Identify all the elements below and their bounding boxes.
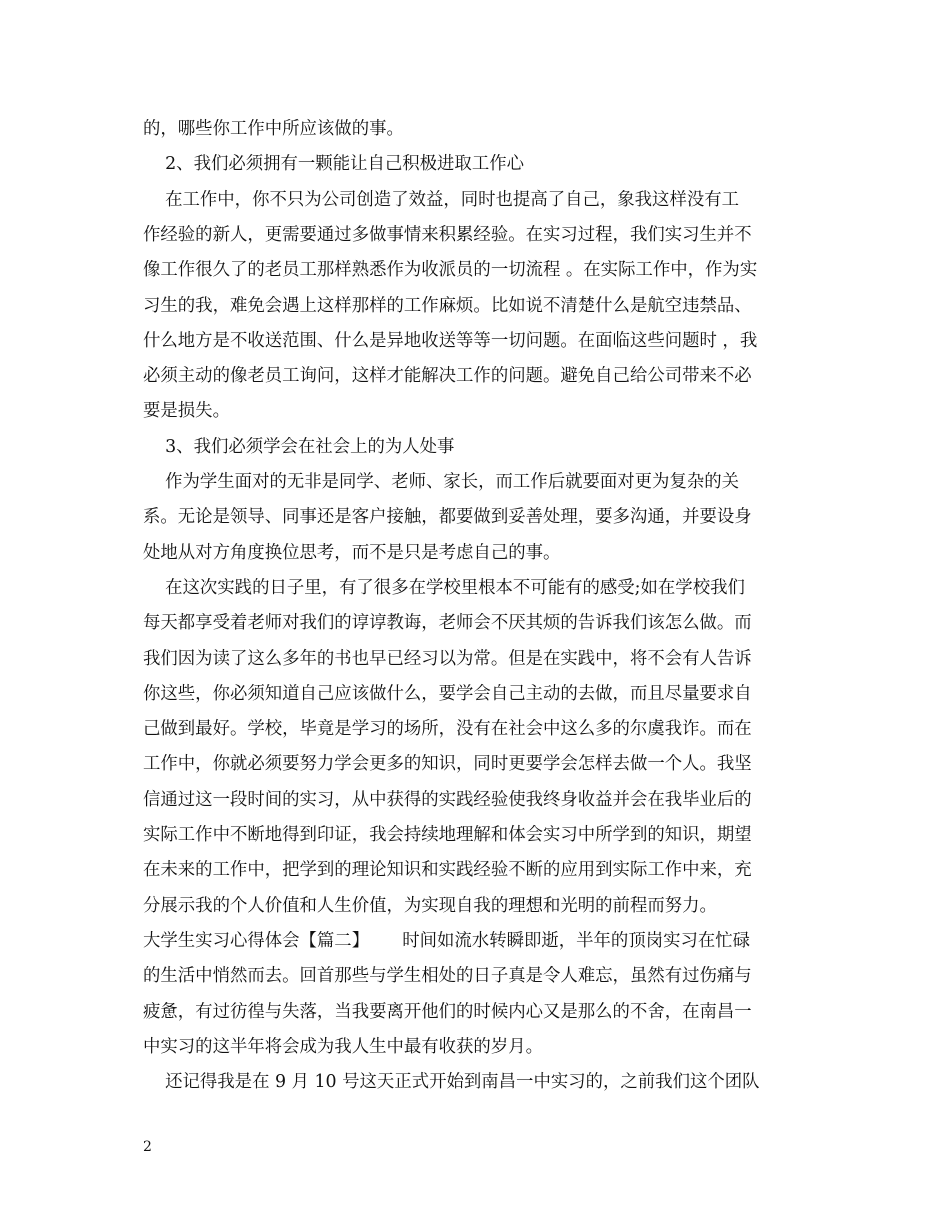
text-line: 在工作中，你不只为公司创造了效益，同时也提高了自己，象我这样没有工 [143, 189, 740, 210]
text-line: 工作中，你就必须要努力学会更多的知识，同时更要学会怎样去做一个人。我坚 [143, 754, 752, 775]
text-line: 大学生实习心得体会【篇二】 时间如流水转瞬即逝，半年的顶岗实习在忙碌 [143, 930, 751, 951]
text-line: 中实习的这半年将会成为我人生中最有收获的岁月。 [143, 1036, 543, 1057]
text-line: 的，哪些你工作中所应该做的事。 [143, 119, 404, 139]
text-line: 信通过这一段时间的实习，从中获得的实践经验使我终身收益并会在我毕业后的 [143, 789, 752, 810]
text-line: 要是损失。 [143, 401, 230, 422]
text-line: 像工作很久了的老员工那样熟悉作为收派员的一切流程 。在实际工作中，作为实 [143, 260, 758, 281]
text-line: 系。无论是领导、同事还是客户接触，都要做到妥善处理，要多沟通，并要设身 [143, 507, 752, 528]
text-line: 分展示我的个人价值和人生价值，为实现自我的理想和光明的前程而努力。 [143, 895, 717, 916]
text-line: 还记得我是在 9 月 10 号这天正式开始到南昌一中实习的，之前我们这个团队 [143, 1072, 760, 1093]
text-line: 实际工作中不断地得到印证，我会持续地理解和体会实习中所学到的知识，期望 [143, 825, 752, 845]
text-line: 作为学生面对的无非是同学、老师、家长，而工作后就要面对更为复杂的关 [143, 472, 740, 492]
text-line: 在这次实践的日子里，有了很多在学校里根本不可能有的感受;如在学校我们 [143, 577, 745, 598]
text-line: 己做到最好。学校，毕竟是学习的场所，没有在社会中这么多的尔虞我诈。而在 [143, 719, 752, 740]
text-line: 习生的我，难免会遇上这样那样的工作麻烦。比如说不清楚什么是航空违禁品、 [143, 295, 752, 316]
text-line: 的生活中悄然而去。回首那些与学生相处的日子真是令人难忘，虽然有过伤痛与 [143, 966, 752, 987]
text-line: 作经验的新人，更需要通过多做事情来积累经验。在实习过程，我们实习生并不 [143, 224, 752, 245]
text-line: 3、我们必须学会在社会上的为人处事 [143, 436, 455, 457]
text-line: 必须主动的像老员工询问，这样才能解决工作的问题。避免自己给公司带来不必 [143, 366, 752, 387]
text-line: 什么地方是不收送范围、什么是异地收送等等一切问题。在面临这些问题时 ，我 [143, 330, 758, 351]
text-line: 你这些，你必须知道自己应该做什么，要学会自己主动的去做，而且尽量要求自 [143, 683, 752, 704]
page-number: 2 [143, 1139, 152, 1155]
text-line: 处地从对方角度换位思考，而不是只是考虑自己的事。 [143, 542, 561, 563]
text-line: 我们因为读了这么多年的书也早已经习以为常。但是在实践中，将不会有人告诉 [143, 648, 752, 669]
text-line: 在未来的工作中，把学到的理论知识和实践经验不断的应用到实际工作中来，充 [143, 860, 752, 881]
text-line: 每天都享受着老师对我们的谆谆教诲，老师会不厌其烦的告诉我们该怎么做。而 [143, 613, 752, 634]
text-line: 2、我们必须拥有一颗能让自己积极进取工作心 [143, 154, 524, 175]
text-line: 疲惫，有过彷徨与失落，当我要离开他们的时候内心又是那么的不舍，在南昌一 [143, 1001, 752, 1022]
